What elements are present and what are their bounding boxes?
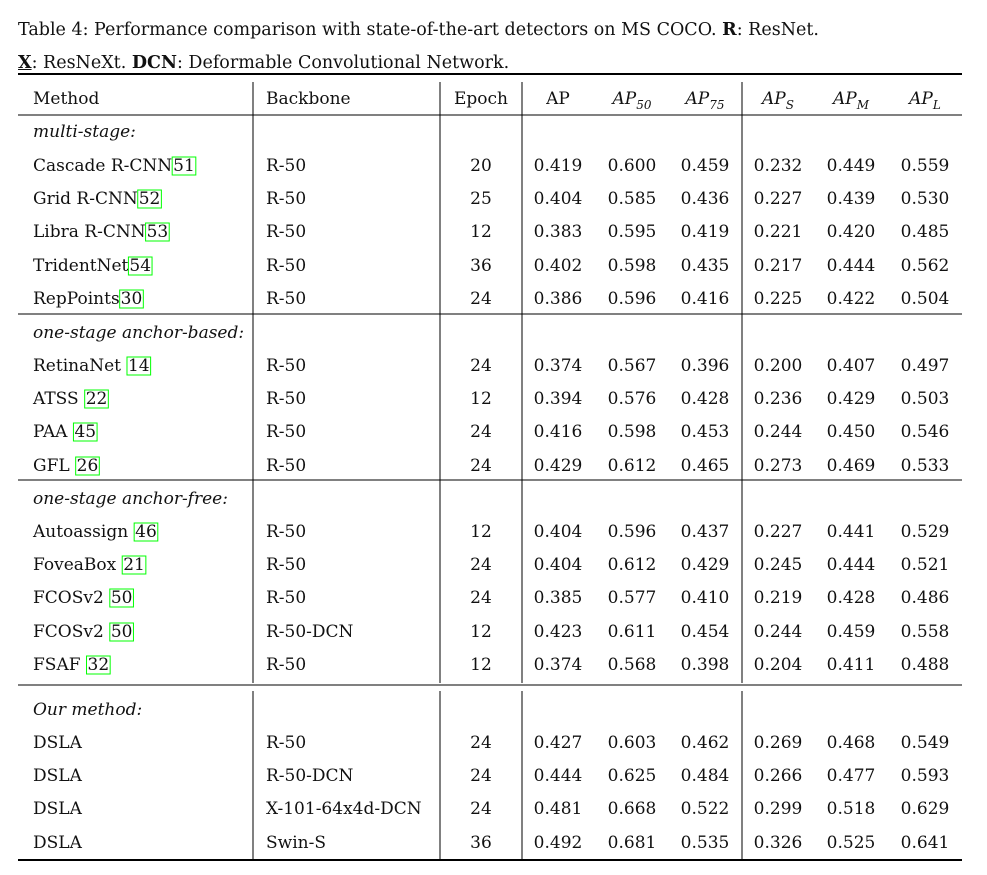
citation-ref: 22 [85, 389, 108, 409]
cell-ap: 0.423 [533, 622, 583, 642]
cell-apl: 0.533 [900, 456, 950, 476]
cell-apl: 0.521 [900, 555, 950, 575]
cell-ap: 0.402 [533, 256, 583, 276]
cell-apm: 0.450 [826, 422, 876, 442]
cell-ap50: 0.598 [607, 422, 657, 442]
row-backbone: R-50 [266, 222, 307, 242]
cell-epoch: 36 [470, 833, 492, 853]
row-method: Libra R-CNN [33, 222, 146, 242]
cell-apm: 0.411 [826, 655, 876, 675]
cell-ap: 0.385 [533, 588, 583, 608]
row-backbone: R-50 [266, 655, 307, 675]
row-backbone: R-50 [266, 389, 307, 409]
cell-ap75: 0.429 [680, 555, 730, 575]
cell-apl: 0.593 [900, 766, 950, 786]
header-apl-sub: L [932, 98, 941, 112]
cell-ap50: 0.600 [607, 156, 657, 176]
cell-ap: 0.374 [533, 655, 583, 675]
cell-apl: 0.529 [900, 522, 950, 542]
header-aps [760, 89, 794, 112]
row-backbone: R-50 [266, 733, 307, 753]
cell-ap75: 0.435 [680, 256, 730, 276]
cell-ap50: 0.625 [607, 766, 657, 786]
cell-apm: 0.441 [826, 522, 876, 542]
cell-apm: 0.439 [826, 189, 876, 209]
cell-ap75: 0.465 [680, 456, 730, 476]
citation-ref: 50 [110, 622, 133, 642]
cell-ap75: 0.462 [680, 733, 730, 753]
cell-ap75: 0.396 [680, 356, 730, 376]
cell-ap75: 0.454 [680, 622, 730, 642]
cell-aps: 0.217 [753, 256, 803, 276]
cell-ap: 0.419 [533, 156, 583, 176]
row-method: DSLA [33, 766, 82, 786]
cell-apm: 0.525 [826, 833, 876, 853]
cell-apm: 0.422 [826, 289, 876, 309]
citation-ref: 21 [123, 555, 145, 575]
cell-ap: 0.492 [533, 833, 583, 853]
cell-ap: 0.394 [533, 389, 583, 409]
cell-ap75: 0.484 [680, 766, 730, 786]
cell-ap50: 0.577 [607, 588, 657, 608]
cell-ap: 0.427 [533, 733, 583, 753]
citation-ref: 50 [110, 588, 133, 608]
cell-apm: 0.420 [826, 222, 876, 242]
cell-ap75: 0.428 [680, 389, 730, 409]
cell-apm: 0.444 [826, 555, 876, 575]
cell-apl: 0.559 [900, 156, 950, 176]
row-method: RepPoints [33, 289, 120, 309]
citation-ref: 26 [76, 456, 99, 476]
row-method: FoveaBox [33, 555, 117, 575]
cell-ap75: 0.459 [680, 156, 730, 176]
row-method: Autoassign [33, 522, 129, 542]
row-method: Cascade R-CNN [33, 156, 173, 176]
cell-ap50: 0.585 [607, 189, 657, 209]
row-backbone: R-50-DCN [266, 766, 354, 786]
cell-ap50: 0.598 [607, 256, 657, 276]
cell-epoch: 12 [470, 389, 492, 409]
cell-apl: 0.504 [900, 289, 950, 309]
cell-epoch: 12 [470, 522, 492, 542]
cell-ap50: 0.668 [607, 799, 657, 819]
cell-ap50: 0.567 [607, 356, 657, 376]
cell-ap50: 0.595 [607, 222, 657, 242]
row-backbone: R-50 [266, 289, 307, 309]
header-apl [907, 89, 941, 112]
row-backbone: X-101-64x4d-DCN [266, 799, 422, 819]
cell-apl: 0.549 [900, 733, 950, 753]
cell-aps: 0.232 [753, 156, 803, 176]
cell-aps: 0.204 [753, 655, 803, 675]
cell-ap: 0.429 [533, 456, 583, 476]
cell-aps: 0.245 [753, 555, 803, 575]
citation-ref: 54 [129, 256, 152, 276]
caption-dcn-key: DCN [131, 53, 177, 73]
caption-r-key: R [722, 20, 737, 40]
row-backbone: R-50 [266, 356, 307, 376]
cell-apl: 0.503 [900, 389, 950, 409]
cell-apm: 0.428 [826, 588, 876, 608]
cell-ap: 0.404 [533, 555, 583, 575]
row-method: TridentNet [33, 256, 129, 276]
cell-epoch: 24 [470, 289, 492, 309]
cell-ap75: 0.437 [680, 522, 730, 542]
citation-ref: 46 [135, 522, 157, 542]
header-aps-base: AP [762, 89, 786, 109]
cell-ap75: 0.410 [680, 588, 730, 608]
caption-x-key: X [18, 53, 32, 73]
cell-aps: 0.269 [753, 733, 803, 753]
cell-ap: 0.481 [533, 799, 583, 819]
citation-ref: 14 [127, 356, 150, 376]
caption-x-text: : ResNeXt. [31, 53, 127, 73]
cell-ap75: 0.453 [680, 422, 730, 442]
citation-ref: 52 [138, 189, 161, 209]
row-method: ATSS [33, 389, 79, 409]
cell-ap: 0.404 [533, 189, 583, 209]
cell-apm: 0.468 [826, 733, 876, 753]
cell-apm: 0.444 [826, 256, 876, 276]
row-method: GFL [33, 456, 70, 476]
header-apm [831, 89, 870, 112]
cell-ap50: 0.612 [607, 456, 657, 476]
cell-epoch: 20 [470, 156, 492, 176]
row-method: DSLA [33, 799, 82, 819]
header-ap75 [684, 89, 725, 112]
row-backbone: R-50 [266, 156, 307, 176]
cell-apm: 0.429 [826, 389, 876, 409]
cell-epoch: 24 [470, 555, 492, 575]
cell-apl: 0.629 [900, 799, 950, 819]
group-label: one-stage anchor-based: [33, 323, 245, 343]
row-backbone: R-50 [266, 588, 307, 608]
row-backbone: R-50 [266, 256, 307, 276]
cell-ap: 0.416 [533, 422, 583, 442]
citation-ref: 32 [87, 655, 110, 675]
cell-aps: 0.219 [753, 588, 803, 608]
header-epoch: Epoch [454, 89, 508, 109]
row-method: FCOSv2 [33, 588, 104, 608]
cell-apl: 0.488 [900, 655, 950, 675]
row-method: FCOSv2 [33, 622, 104, 642]
cell-apm: 0.459 [826, 622, 876, 642]
cell-aps: 0.326 [753, 833, 803, 853]
cell-apm: 0.449 [826, 156, 876, 176]
header-ap50 [611, 89, 652, 112]
cell-ap75: 0.436 [680, 189, 730, 209]
row-method: PAA [33, 422, 68, 442]
row-backbone: R-50 [266, 422, 307, 442]
cell-apl: 0.641 [900, 833, 950, 853]
cell-epoch: 24 [470, 456, 492, 476]
cell-ap: 0.444 [533, 766, 583, 786]
header-apm-base: AP [832, 89, 857, 109]
cell-ap50: 0.611 [607, 622, 657, 642]
cell-epoch: 24 [470, 356, 492, 376]
cell-aps: 0.225 [753, 289, 803, 309]
header-method: Method [33, 89, 100, 109]
cell-aps: 0.227 [753, 522, 803, 542]
cell-apl: 0.497 [900, 356, 950, 376]
row-backbone: R-50 [266, 522, 307, 542]
cell-epoch: 24 [470, 422, 492, 442]
row-backbone: R-50-DCN [266, 622, 354, 642]
header-ap75-sub: 75 [709, 98, 725, 112]
header-ap: AP [546, 89, 570, 109]
cell-aps: 0.227 [753, 189, 803, 209]
row-backbone: R-50 [266, 189, 307, 209]
cell-ap75: 0.398 [680, 655, 730, 675]
cell-ap75: 0.522 [680, 799, 730, 819]
row-backbone: Swin-S [266, 833, 326, 853]
cell-aps: 0.236 [753, 389, 803, 409]
row-method: Grid R-CNN [33, 189, 138, 209]
cell-apm: 0.407 [826, 356, 876, 376]
header-apm-sub: M [856, 98, 870, 112]
group-label: multi-stage: [33, 122, 136, 142]
cell-ap50: 0.596 [607, 289, 657, 309]
header-aps-sub: S [785, 98, 794, 112]
cell-ap50: 0.568 [607, 655, 657, 675]
cell-epoch: 12 [470, 655, 492, 675]
row-method: DSLA [33, 733, 82, 753]
header-ap50-base: AP [612, 89, 637, 109]
header-ap75-base: AP [685, 89, 710, 109]
header-ap50-sub: 50 [636, 98, 652, 112]
cell-apl: 0.530 [900, 189, 950, 209]
cell-epoch: 25 [470, 189, 492, 209]
cell-apl: 0.485 [900, 222, 950, 242]
row-method: RetinaNet [33, 356, 121, 376]
cell-epoch: 24 [470, 733, 492, 753]
cell-ap: 0.383 [533, 222, 583, 242]
cell-ap75: 0.535 [680, 833, 730, 853]
cell-epoch: 12 [470, 622, 492, 642]
caption-title: Table 4: Performance comparison with state-of-the-art detectors on MS COCO. [18, 20, 717, 40]
cell-epoch: 36 [470, 256, 492, 276]
cell-apl: 0.546 [900, 422, 950, 442]
caption-r-text: : ResNet. [736, 20, 819, 40]
cell-aps: 0.200 [753, 356, 803, 376]
header-backbone: Backbone [266, 89, 351, 109]
cell-ap: 0.386 [533, 289, 583, 309]
citation-ref: 45 [74, 422, 97, 442]
cell-aps: 0.244 [753, 422, 803, 442]
row-backbone: R-50 [266, 456, 307, 476]
cell-apl: 0.562 [900, 256, 950, 276]
row-method: DSLA [33, 833, 82, 853]
cell-ap75: 0.416 [680, 289, 730, 309]
cell-aps: 0.299 [753, 799, 803, 819]
cell-aps: 0.273 [753, 456, 803, 476]
cell-ap50: 0.612 [607, 555, 657, 575]
caption-dcn-text: : Deformable Convolutional Network. [176, 53, 510, 73]
cell-ap: 0.374 [533, 356, 583, 376]
row-backbone: R-50 [266, 555, 307, 575]
group-label: one-stage anchor-free: [33, 489, 228, 509]
citation-ref: 30 [120, 289, 143, 309]
group-label: Our method: [33, 700, 143, 720]
cell-apm: 0.477 [826, 766, 876, 786]
cell-ap50: 0.603 [607, 733, 657, 753]
cell-apl: 0.558 [900, 622, 950, 642]
cell-epoch: 24 [470, 766, 492, 786]
cell-ap: 0.404 [533, 522, 583, 542]
citation-ref: 51 [173, 156, 195, 176]
row-method: FSAF [33, 655, 81, 675]
cell-ap75: 0.419 [680, 222, 730, 242]
cell-ap50: 0.681 [607, 833, 657, 853]
cell-aps: 0.221 [753, 222, 803, 242]
cell-apl: 0.486 [900, 588, 950, 608]
cell-apm: 0.518 [826, 799, 876, 819]
cell-aps: 0.266 [753, 766, 803, 786]
cell-ap50: 0.576 [607, 389, 657, 409]
cell-ap50: 0.596 [607, 522, 657, 542]
citation-ref: 53 [146, 222, 169, 242]
header-apl-base: AP [909, 89, 933, 109]
cell-epoch: 12 [470, 222, 492, 242]
cell-aps: 0.244 [753, 622, 803, 642]
cell-epoch: 24 [470, 588, 492, 608]
cell-epoch: 24 [470, 799, 492, 819]
cell-apm: 0.469 [826, 456, 876, 476]
